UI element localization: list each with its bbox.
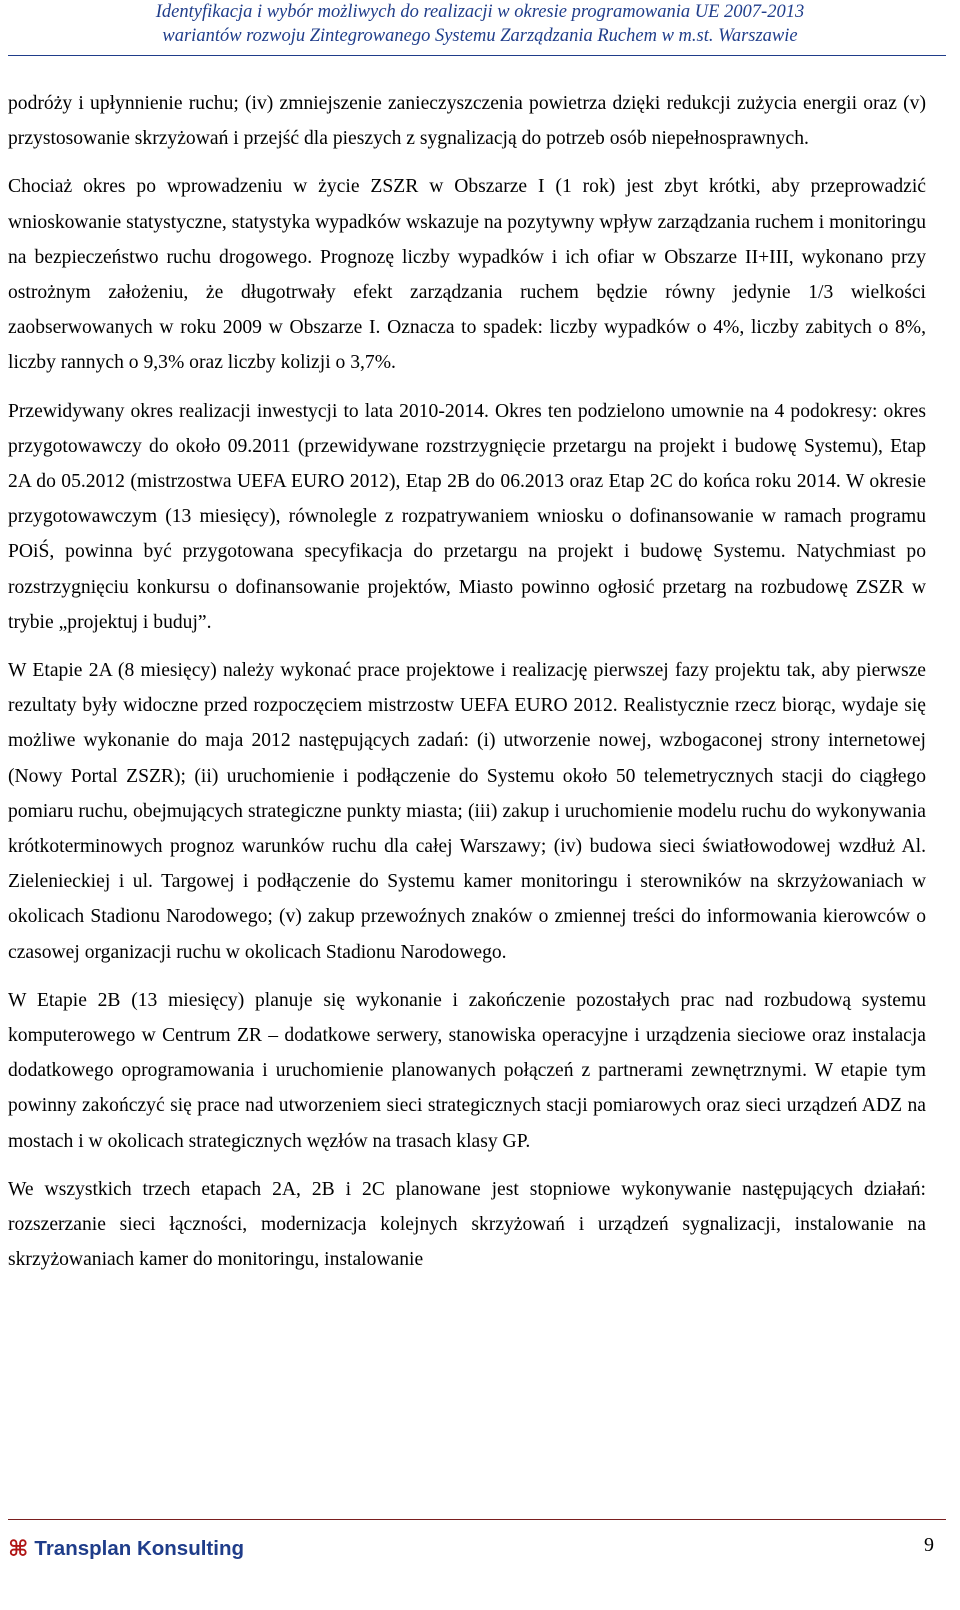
header-title-line-1: Identyfikacja i wybór możliwych do realizacji w okresie programowania UE 2007-2013 [155, 2, 805, 22]
paragraph: Przewidywany okres realizacji inwestycji to lata 2010-2014. Okres ten podzielono umownie na 4 podokresy: okres przygotowawczy do około 09.2011 (przewidywane rozstrzygnięcie przetargu na projekt i budowę Systemu), Etap 2A do 05.2012 (mistrzostwa UEFA EURO 2012), Etap 2B do 06.2013 oraz Etap 2C do końca roku 2014. W okresie przygotowawczym (13 miesięcy), równolegle z rozpatrywaniem wniosku o dofinansowanie w ramach programu POiŚ, powinna być przygotowana specyfikacja do przetargu na projekt i budowę Systemu. Natychmiast po rozstrzygnięciu konkursu o dofinansowanie projektów, Miasto powinno ogłosić przetarg na rozbudowę ZSZR w trybie „projektuj i buduj”. [8, 400, 926, 633]
brand-name: Transplan Konsulting [34, 1537, 244, 1560]
paragraph: Chociaż okres po wprowadzeniu w życie ZSZR w Obszarze I (1 rok) jest zbyt krótki, aby przeprowadzić wnioskowanie statystyczne, statystyka wypadków wskazuje na pozytywny wpływ zarządzania ruchem i monitoringu na bezpieczeństwo ruchu drogowego. Prognozę liczby wypadków i ich ofiar w Obszarze II+III, wykonano przy ostrożnym założeniu, że długotrwały efekt zarządzania ruchem będzie równy jedynie 1/3 wielkości zaobserwowanych w roku 2009 w Obszarze I. Oznacza to spadek: liczby wypadków o 4%, liczby zabitych o 8%, liczby rannych o 9,3% oraz liczby kolizji o 3,7%. [8, 176, 926, 374]
header-divider [8, 55, 946, 56]
footer-divider [8, 1519, 946, 1520]
page-header [0, 0, 960, 58]
header-title-line-2: wariantów rozwoju Zintegrowanego Systemu Zarządzania Ruchem w m.st. Warszawie [162, 26, 798, 46]
footer-brand [8, 1536, 244, 1562]
paragraph: W Etapie 2B (13 miesięcy) planuje się wykonanie i zakończenie pozostałych prac nad rozbudową systemu komputerowego w Centrum ZR – dodatkowe serwery, stanowiska operacyjne i urządzenia sieciowe oraz instalacja dodatkowego oprogramowania i uruchomienie planowanych połączeń z partnerami zewnętrznymi. W etapie tym powinny zakończyć się prace nad utworzeniem sieci strategicznych stacji pomiarowych oraz sieci urządzeń ADZ na mostach i w okolicach strategicznych węzłów na trasach klasy GP. [8, 989, 926, 1152]
logo-icon: ⌘ [8, 1536, 29, 1561]
page-footer [0, 1512, 960, 1610]
document-body [8, 86, 926, 1291]
paragraph: W Etapie 2A (8 miesięcy) należy wykonać prace projektowe i realizację pierwszej fazy projektu tak, aby pierwsze rezultaty były widoczne przed rozpoczęciem mistrzostw UEFA EURO 2012. Realistycznie rzecz biorąc, wydaje się możliwe wykonanie do maja 2012 następujących zadań: (i) utworzenie nowej, wzbogaconej strony internetowej (Nowy Portal ZSZR); (ii) uruchomienie i podłączenie do Systemu około 50 telemetrycznych stacji do ciągłego pomiaru ruchu, obejmujących strategiczne punkty miasta; (iii) zakup i uruchomienie modelu ruchu do wykonywania krótkoterminowych prognoz warunków ruchu dla całej Warszawy; (iv) budowa sieci światłowodowej wzdłuż Al. Zielenieckiej i ul. Targowej i podłączenie do Systemu kamer monitoringu i sterowników na skrzyżowaniach w okolicach Stadionu Narodowego; (v) zakup przewoźnych znaków o zmiennej treści do informowania kierowców o czasowej organizacji ruchu w okolicach Stadionu Narodowego. [8, 660, 926, 963]
paragraph: We wszystkich trzech etapach 2A, 2B i 2C planowane jest stopniowe wykonywanie następujących działań: rozszerzanie sieci łączności, modernizacja kolejnych skrzyżowań i urządzeń sygnalizacji, instalowanie na skrzyżowaniach kamer do monitoringu, instalowanie [8, 1178, 926, 1271]
paragraph: podróży i upłynnienie ruchu; (iv) zmniejszenie zanieczyszczenia powietrza dzięki redukcji zużycia energii oraz (v) przystosowanie skrzyżowań i przejść dla pieszych z sygnalizacją do potrzeb osób niepełnosprawnych. [8, 93, 926, 150]
page-number: 9 [924, 1534, 934, 1556]
